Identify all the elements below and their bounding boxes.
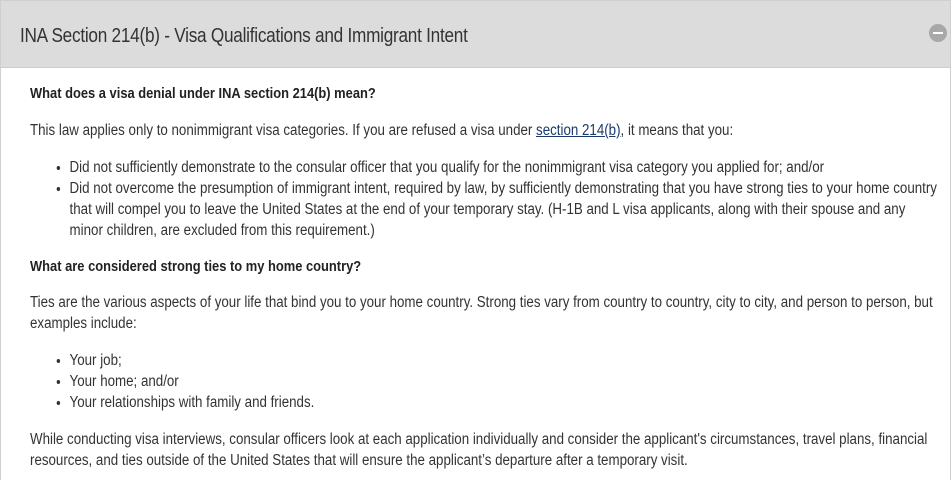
paragraph [30,429,940,471]
question-heading [30,257,930,277]
list-item: • Your home; and/or [70,371,939,392]
minus-circle-icon[interactable] [929,24,947,42]
list-item: • Your job; [70,350,939,371]
paragraph [30,292,936,334]
list-item: • Did not overcome the presumption of immigrant intent, required by law, by sufficiently demonstrating that you have strong ties to your home country that will compel you to leave the United States at the end of your temporary stay. (H-1B and L visa applicants, along with their spouse and any minor children, are excluded from this requirement.) [70,178,939,241]
question-heading [30,84,930,104]
bullet-list-1 [30,157,938,241]
paragraph-1 [30,120,942,141]
bullet-list-2 [30,350,938,413]
accordion-header[interactable] [1,1,950,68]
list-item: • Your relationships with family and friends. [70,392,939,413]
section-214b-link[interactable]: section 214(b) [536,122,621,139]
panel-title: INA Section 214(b) - Visa Qualifications and Immigrant Intent [20,25,468,47]
list-item: • Did not sufficiently demonstrate to the consular officer that you qualify for the nonimmigrant visa category you applied for; and/or [70,157,939,178]
paragraph-2: Ties are the various aspects of your life that bind you to your home country. Strong ties vary from country to country, city to city, and person to person, but examples include: [30,294,933,332]
question-2: What are considered strong ties to my home country? [30,258,362,275]
paragraph-1-text-end: , it means that you: [620,122,734,139]
paragraph-1-text: This law applies only to nonimmigrant visa categories. If you are refused a visa under [30,122,537,139]
paragraph [30,120,951,141]
paragraph-3: While conducting visa interviews, consular officers look at each application individually and consider the applicant's circumstances, travel plans, financial resources, and ties outside of the United States that will ensure the applicant’s departure after a temporary visit. [30,431,928,469]
question-1: What does a visa denial under INA section 214(b) mean? [30,85,376,102]
